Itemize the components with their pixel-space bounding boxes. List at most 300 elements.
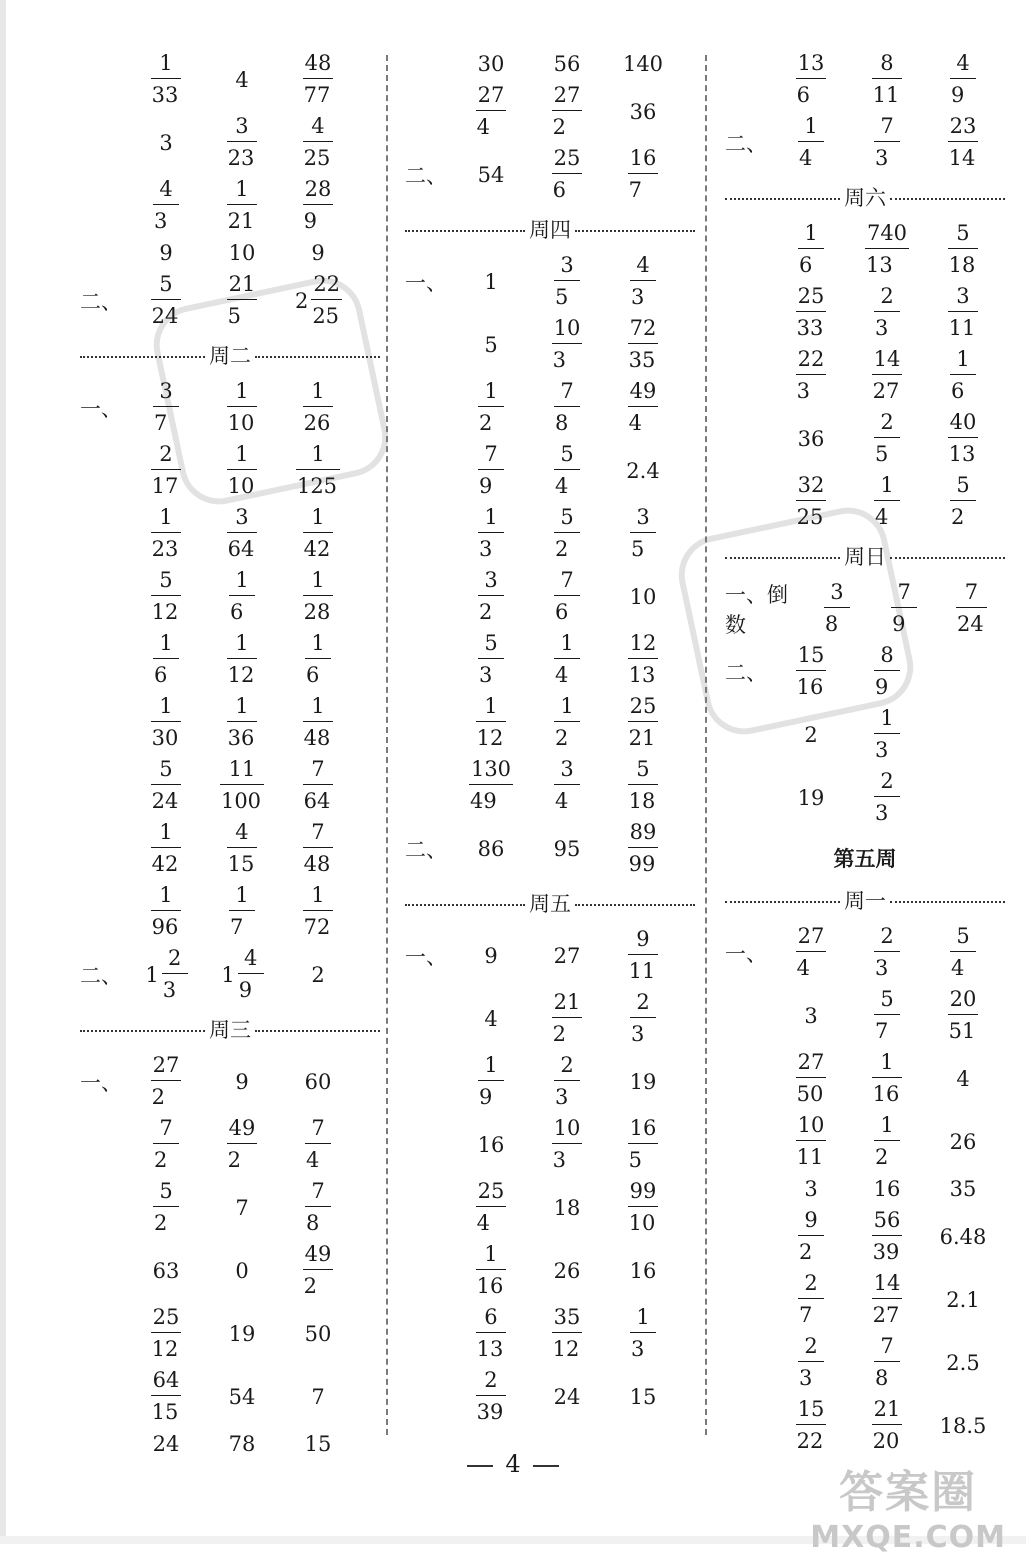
denominator: 96 xyxy=(151,910,182,942)
fraction xyxy=(228,629,257,690)
answer-cell xyxy=(849,219,925,280)
numerator: 27 xyxy=(553,83,581,107)
answer-cell xyxy=(605,1114,681,1175)
answer-row xyxy=(80,943,380,1006)
answer-cell xyxy=(849,345,925,406)
denominator: 8 xyxy=(874,1361,900,1393)
answer-value: 3 xyxy=(159,130,173,155)
denominator: 24 xyxy=(956,607,987,639)
answer-cell xyxy=(280,963,356,987)
denominator: 6 xyxy=(950,374,976,406)
numerator: 7 xyxy=(880,1334,894,1358)
numerator: 13 xyxy=(797,51,825,75)
column-divider xyxy=(386,55,388,1435)
answer-row xyxy=(80,565,380,628)
answer-cell xyxy=(849,1111,925,1172)
numerator: 35 xyxy=(553,1305,581,1329)
question-number: 二、 xyxy=(405,837,447,862)
answer-row xyxy=(725,921,1005,984)
answer-cell xyxy=(128,1303,204,1364)
answer-value: 78 xyxy=(228,1432,256,1456)
numerator: 3 xyxy=(830,580,844,604)
watermark-url: MXQE.COM xyxy=(810,1520,1006,1555)
denominator: 4 xyxy=(628,406,659,438)
fraction xyxy=(306,1114,330,1175)
fraction xyxy=(892,578,916,639)
answer-cell xyxy=(453,1240,529,1301)
fraction xyxy=(875,408,899,469)
answer-row xyxy=(725,1110,1005,1173)
numerator: 2 xyxy=(168,946,182,970)
answer-row xyxy=(725,1047,1005,1110)
fraction xyxy=(304,818,333,879)
answer-row xyxy=(725,281,1005,344)
denominator: 72 xyxy=(303,910,334,942)
answer-cell xyxy=(605,314,681,375)
denominator: 4 xyxy=(554,784,580,816)
numerator: 4 xyxy=(159,177,173,201)
answer-cell xyxy=(453,629,529,690)
answer-cell xyxy=(204,692,280,753)
answer-row xyxy=(725,640,1005,703)
fraction xyxy=(228,1114,257,1175)
answer-value: 9 xyxy=(159,241,173,265)
answer-cell xyxy=(280,1114,356,1175)
numerator: 3 xyxy=(235,505,249,529)
answer-cell xyxy=(925,922,1001,983)
answer-cell xyxy=(925,1351,1001,1375)
numerator: 21 xyxy=(228,272,256,296)
fraction xyxy=(477,1366,506,1427)
answer-cell xyxy=(529,1259,605,1283)
answer-cell xyxy=(280,175,356,236)
denominator: 27 xyxy=(872,1298,903,1330)
answer-cell xyxy=(280,241,356,265)
answer-cell xyxy=(128,755,204,816)
denominator: 2 xyxy=(153,1206,179,1238)
denominator: 23 xyxy=(227,141,258,173)
denominator: 9 xyxy=(478,469,504,501)
dotted-leader xyxy=(890,198,1005,200)
denominator: 16 xyxy=(796,670,827,702)
answer-row xyxy=(80,1113,380,1176)
answer-cell xyxy=(529,988,605,1049)
answer-row xyxy=(405,80,695,143)
answer-row xyxy=(80,628,380,691)
denominator: 3 xyxy=(874,951,900,983)
answer-cell xyxy=(605,925,681,986)
numerator: 7 xyxy=(560,379,574,403)
numerator: 1 xyxy=(484,1242,498,1266)
answer-cell xyxy=(605,988,681,1049)
answer-cell xyxy=(128,175,204,236)
denominator: 23 xyxy=(151,532,182,564)
fraction xyxy=(152,566,181,627)
denominator: 3 xyxy=(478,658,504,690)
denominator: 3 xyxy=(874,733,900,765)
day-label: 周日 xyxy=(844,545,886,569)
denominator: 5 xyxy=(554,280,580,312)
answer-value: 2 xyxy=(804,722,818,747)
fraction xyxy=(799,1269,823,1330)
numerator: 6 xyxy=(484,1305,498,1329)
fraction xyxy=(477,1303,506,1364)
numerator: 49 xyxy=(629,379,657,403)
numerator: 1 xyxy=(235,631,249,655)
denominator: 16 xyxy=(872,1077,903,1109)
answer-value: 3 xyxy=(804,1003,818,1028)
numerator: 11 xyxy=(228,757,256,781)
fraction xyxy=(949,112,978,173)
denominator: 11 xyxy=(872,78,903,110)
day-header xyxy=(725,182,1005,212)
answer-cell xyxy=(925,408,1001,469)
fraction xyxy=(555,1051,579,1112)
answer-cell xyxy=(204,1322,280,1346)
fraction xyxy=(304,1240,333,1301)
answer-cell xyxy=(605,692,681,753)
denominator: 2 xyxy=(478,406,504,438)
answer-value: 2 xyxy=(311,962,325,987)
answer-cell xyxy=(280,1322,356,1346)
denominator: 18 xyxy=(628,784,659,816)
numerator: 89 xyxy=(629,820,657,844)
answer-cell xyxy=(529,1051,605,1112)
answer-cell xyxy=(529,314,605,375)
numerator: 7 xyxy=(897,580,911,604)
denominator: 12 xyxy=(151,595,182,627)
numerator: 32 xyxy=(797,473,825,497)
answer-cell xyxy=(280,1240,356,1301)
fraction xyxy=(631,251,655,312)
answer-cell xyxy=(128,1177,204,1238)
numerator: 1 xyxy=(159,820,173,844)
denominator: 3 xyxy=(798,1361,824,1393)
answer-cell xyxy=(605,1259,681,1283)
answer-value: 7 xyxy=(311,1384,325,1409)
fraction xyxy=(479,440,503,501)
answer-row xyxy=(405,439,695,502)
denominator: 16 xyxy=(476,1269,507,1301)
fraction xyxy=(631,1303,655,1364)
answer-cell xyxy=(280,818,356,879)
answer-cell xyxy=(925,1414,1001,1438)
numerator: 2 xyxy=(804,1271,818,1295)
answer-cell xyxy=(925,112,1001,173)
denominator: 13 xyxy=(865,248,909,280)
answer-cell xyxy=(529,566,605,627)
answer-value: 26 xyxy=(949,1129,977,1154)
answer-cell xyxy=(849,112,925,173)
answer-row xyxy=(725,1394,1005,1457)
answer-cell xyxy=(128,1114,204,1175)
denominator: 3 xyxy=(552,1143,583,1175)
numerator: 5 xyxy=(159,757,173,781)
answer-cell xyxy=(849,1395,925,1456)
answer-cell xyxy=(453,377,529,438)
answer-row xyxy=(405,691,695,754)
fraction xyxy=(875,1111,899,1172)
fraction xyxy=(629,629,658,690)
denominator: 11 xyxy=(796,1140,827,1172)
answer-row xyxy=(80,1302,380,1365)
answer-cell xyxy=(925,49,1001,110)
answer-row xyxy=(80,502,380,565)
numerator: 5 xyxy=(159,1179,173,1203)
answer-row xyxy=(80,880,380,943)
answer-row xyxy=(80,1365,380,1428)
fraction xyxy=(629,377,658,438)
denominator: 33 xyxy=(796,311,827,343)
denominator: 5 xyxy=(874,437,900,469)
numerator: 1 xyxy=(311,568,325,592)
numerator: 1 xyxy=(560,631,574,655)
answer-cell xyxy=(849,1048,925,1109)
denominator: 4 xyxy=(950,951,976,983)
numerator: 7 xyxy=(964,580,979,604)
answer-row xyxy=(80,754,380,817)
answer-cell xyxy=(773,922,849,983)
fraction xyxy=(304,49,333,110)
answer-cell xyxy=(204,944,280,1005)
fraction xyxy=(797,49,826,110)
answer-cell xyxy=(773,471,849,532)
answer-cell xyxy=(925,1130,1001,1154)
numerator: 72 xyxy=(629,316,657,340)
fraction xyxy=(875,985,899,1046)
answer-cell xyxy=(128,692,204,753)
answer-cell xyxy=(849,1332,925,1393)
week-title: 第五周 xyxy=(833,847,897,871)
answer-cell xyxy=(204,270,280,331)
dotted-leader xyxy=(255,356,380,358)
denominator: 2 xyxy=(552,110,583,142)
answer-row xyxy=(725,218,1005,281)
answer-column-2 xyxy=(405,48,695,1428)
denominator: 6 xyxy=(229,595,255,627)
fraction xyxy=(553,314,582,375)
denominator: 100 xyxy=(220,784,264,816)
answer-cell xyxy=(925,1225,1001,1249)
denominator: 2 xyxy=(478,595,504,627)
denominator: 10 xyxy=(227,469,258,501)
denominator: 36 xyxy=(227,721,258,753)
numerator: 5 xyxy=(956,473,970,497)
answer-row xyxy=(405,143,695,206)
answer-value: 95 xyxy=(553,836,581,861)
denominator: 39 xyxy=(872,1235,903,1267)
fraction xyxy=(799,112,823,173)
whole-part: 1 xyxy=(145,962,159,987)
fraction xyxy=(949,282,978,343)
numerator: 1 xyxy=(484,694,498,718)
fraction xyxy=(312,270,341,331)
numerator: 4 xyxy=(244,946,258,970)
numerator: 27 xyxy=(477,83,505,107)
fraction xyxy=(304,755,333,816)
answer-cell xyxy=(605,1385,681,1409)
numerator: 5 xyxy=(159,568,173,592)
numerator: 2 xyxy=(636,990,650,1014)
answer-value: 6.48 xyxy=(939,1224,987,1249)
numerator: 8 xyxy=(880,643,894,667)
answer-value: 9 xyxy=(235,1069,249,1094)
numerator: 10 xyxy=(553,316,581,340)
denominator: 3 xyxy=(874,311,900,343)
numerator: 7 xyxy=(159,1116,173,1140)
question-number: 一、 xyxy=(725,941,767,966)
answer-value: 60 xyxy=(304,1069,332,1094)
answer-cell xyxy=(529,251,605,312)
answer-cell xyxy=(280,112,356,173)
answer-cell xyxy=(605,585,681,609)
answer-cell xyxy=(605,818,681,879)
denominator: 49 xyxy=(469,784,513,816)
denominator: 3 xyxy=(796,374,827,406)
answer-cell xyxy=(453,1366,529,1427)
fraction xyxy=(479,1051,503,1112)
denominator: 3 xyxy=(153,204,179,236)
fraction xyxy=(875,704,899,765)
fraction xyxy=(555,566,579,627)
fraction xyxy=(875,471,899,532)
fraction xyxy=(154,629,178,690)
denominator: 4 xyxy=(796,951,827,983)
numerator: 5 xyxy=(956,221,970,245)
denominator: 9 xyxy=(478,1080,504,1112)
fraction xyxy=(629,1114,658,1175)
denominator: 7 xyxy=(153,406,179,438)
denominator: 3 xyxy=(162,973,188,1005)
dotted-leader xyxy=(405,904,525,906)
answer-cell xyxy=(773,786,849,810)
denominator: 2 xyxy=(950,500,976,532)
answer-cell xyxy=(849,767,925,828)
numerator: 22 xyxy=(797,347,825,371)
answer-cell xyxy=(529,52,605,76)
numerator: 48 xyxy=(304,51,332,75)
denominator: 39 xyxy=(476,1395,507,1427)
footer-dash xyxy=(467,1465,493,1467)
answer-cell xyxy=(204,241,280,265)
denominator: 18 xyxy=(948,248,979,280)
fraction xyxy=(228,818,257,879)
fraction xyxy=(304,503,333,564)
answer-cell xyxy=(773,641,849,702)
numerator: 1 xyxy=(804,221,818,245)
answer-cell xyxy=(773,219,849,280)
answer-cell xyxy=(925,345,1001,406)
numerator: 56 xyxy=(873,1208,901,1232)
numerator: 5 xyxy=(636,757,650,781)
dotted-leader xyxy=(725,198,840,200)
answer-value: 5 xyxy=(484,332,498,357)
answer-cell xyxy=(280,566,356,627)
fraction xyxy=(797,345,826,406)
fraction xyxy=(152,1303,181,1364)
denominator: 6 xyxy=(153,658,179,690)
numerator: 25 xyxy=(797,284,825,308)
answer-cell xyxy=(453,333,529,357)
fraction xyxy=(553,81,582,142)
day-label: 周四 xyxy=(529,218,571,242)
fraction xyxy=(799,1206,823,1267)
answer-cell xyxy=(925,471,1001,532)
numerator: 40 xyxy=(949,410,977,434)
denominator: 5 xyxy=(630,532,656,564)
answer-row xyxy=(405,987,695,1050)
answer-value: 2.1 xyxy=(946,1287,980,1312)
numerator: 20 xyxy=(949,987,977,1011)
numerator: 3 xyxy=(560,757,574,781)
fraction xyxy=(479,566,503,627)
answer-cell xyxy=(453,944,529,968)
answer-value: 86 xyxy=(477,836,505,861)
fraction xyxy=(875,1332,899,1393)
fraction xyxy=(555,503,579,564)
fraction xyxy=(306,629,330,690)
numerator: 16 xyxy=(629,146,657,170)
fraction xyxy=(553,1114,582,1175)
numerator: 1 xyxy=(159,631,173,655)
answer-cell xyxy=(453,440,529,501)
fraction xyxy=(873,1048,902,1109)
denominator: 25 xyxy=(796,500,827,532)
answer-value: 19 xyxy=(797,785,825,810)
denominator: 64 xyxy=(227,532,258,564)
answer-cell xyxy=(773,1111,849,1172)
footer-dash xyxy=(533,1465,559,1467)
answer-row xyxy=(405,1302,695,1365)
numerator: 740 xyxy=(866,221,908,245)
denominator: 3 xyxy=(874,141,900,173)
denominator: 3 xyxy=(630,1017,656,1049)
answer-cell xyxy=(453,503,529,564)
day-header xyxy=(80,340,380,370)
answer-cell xyxy=(925,1288,1001,1312)
answer-cell xyxy=(773,282,849,343)
denominator: 2 xyxy=(151,1080,182,1112)
numerator: 2 xyxy=(804,1334,818,1358)
denominator: 8 xyxy=(305,1206,331,1238)
answer-cell xyxy=(938,578,1005,639)
numerator: 1 xyxy=(159,51,173,75)
answer-value: 36 xyxy=(797,426,825,451)
answer-cell xyxy=(128,377,204,438)
answer-row xyxy=(80,48,380,111)
fraction xyxy=(825,578,849,639)
denominator: 42 xyxy=(151,847,182,879)
numerator: 16 xyxy=(629,1116,657,1140)
numerator: 1 xyxy=(636,1305,650,1329)
denominator: 7 xyxy=(628,173,659,205)
numerator: 1 xyxy=(235,177,249,201)
answer-row xyxy=(80,1176,380,1239)
denominator: 13 xyxy=(476,1332,507,1364)
answer-cell xyxy=(605,755,681,816)
answer-row xyxy=(405,313,695,376)
answer-cell xyxy=(280,270,356,331)
answer-cell xyxy=(849,408,925,469)
answer-cell xyxy=(773,112,849,173)
numerator: 5 xyxy=(880,987,894,1011)
numerator: 4 xyxy=(636,253,650,277)
fraction xyxy=(797,1048,826,1109)
answer-cell xyxy=(849,1206,925,1267)
day-label: 周一 xyxy=(844,889,886,913)
day-label: 周三 xyxy=(209,1018,251,1042)
answer-cell xyxy=(529,1385,605,1409)
